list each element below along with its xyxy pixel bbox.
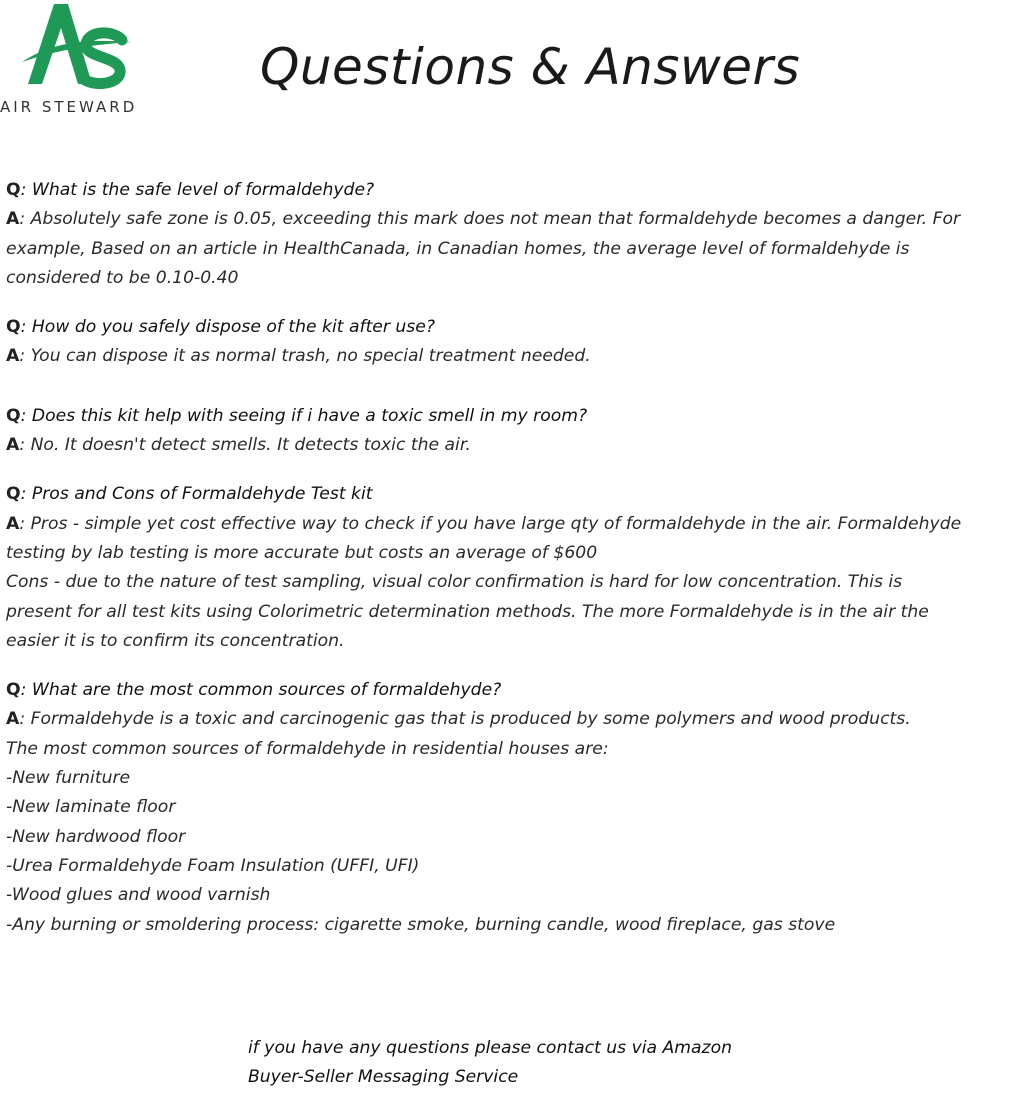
q-marker: Q [6,180,21,200]
brand-name: AIR STEWARD [0,98,138,116]
source-list-item: -Any burning or smoldering process: cigarette smoke, burning candle, wood fireplace, gas stove [6,914,836,935]
question-text: : Pros and Cons of Formaldehyde Test kit [20,484,373,505]
a-marker: A [6,513,20,534]
page-title: Questions & Answers [260,38,801,96]
answer-text: : You can dispose it as normal trash, no special treatment needed. [19,346,591,367]
answer-text: : No. It doesn't detect smells. It detects toxic the air. [19,435,471,456]
question-line [6,480,1022,509]
qa-list [6,176,1022,960]
question-text: : Does this kit help with seeing if i have a toxic smell in my room? [20,405,588,426]
question-line [6,176,1022,205]
answer-line [6,342,1022,371]
a-marker: A [6,209,20,230]
question-text: : What are the most common sources of formaldehyde? [20,680,502,701]
qa-item [6,176,1022,293]
qa-item [6,480,1022,656]
answer-line: present for all test kits using Colorimetric determination methods. The more Formaldehyde is in the air the [6,601,929,622]
answer-line: The most common sources of formaldehyde in residential houses are: [6,738,609,759]
question-line [6,313,1022,342]
answer-text: : Pros - simple yet cost effective way to check if you have large qty of formaldehyde in the air. Formaldehyde [19,513,962,534]
a-marker: A [6,435,20,456]
answer-line [6,705,1022,734]
qa-item [6,313,1022,372]
question-text: : How do you safely dispose of the kit after use? [20,317,435,338]
footer-line: Buyer-Seller Messaging Service [248,1067,519,1088]
footer-line: if you have any questions please contact us via Amazon [248,1038,732,1058]
q-marker: Q [6,405,21,426]
answer-line [6,205,1022,234]
question-line [6,676,1022,705]
answer-line [6,431,1022,460]
question-text: : What is the safe level of formaldehyde? [20,180,375,200]
source-list-item: -Urea Formaldehyde Foam Insulation (UFFI, UFI) [6,855,420,876]
q-marker: Q [6,484,21,505]
q-marker: Q [6,680,21,701]
a-marker: A [6,709,20,730]
qa-item [6,676,1022,940]
source-list-item: -Wood glues and wood varnish [6,885,271,906]
source-list-item: -New laminate floor [6,797,176,818]
question-line [6,402,1022,431]
air-steward-logo-icon [18,0,138,90]
answer-line: easier it is to confirm its concentration. [6,630,345,651]
source-list-item: -New hardwood floor [6,826,186,847]
answer-text: : Absolutely safe zone is 0.05, exceeding this mark does not mean that formaldehyde becomes a danger. For [19,209,961,230]
answer-line: example, Based on an article in HealthCanada, in Canadian homes, the average level of formaldehyde is [6,238,910,259]
qa-item [6,402,1022,461]
answer-line: considered to be 0.10-0.40 [6,267,239,288]
source-list-item: -New furniture [6,768,131,789]
logo [0,0,160,120]
q-marker: Q [6,317,21,338]
a-marker: A [6,346,20,367]
answer-line: testing by lab testing is more accurate but costs an average of $600 [6,542,598,563]
contact-footer [248,1034,732,1093]
answer-line: Cons - due to the nature of test sampling, visual color confirmation is hard for low concentration. This is [6,572,903,593]
answer-text: : Formaldehyde is a toxic and carcinogenic gas that is produced by some polymers and wood products. [19,709,911,730]
answer-line [6,510,1022,539]
